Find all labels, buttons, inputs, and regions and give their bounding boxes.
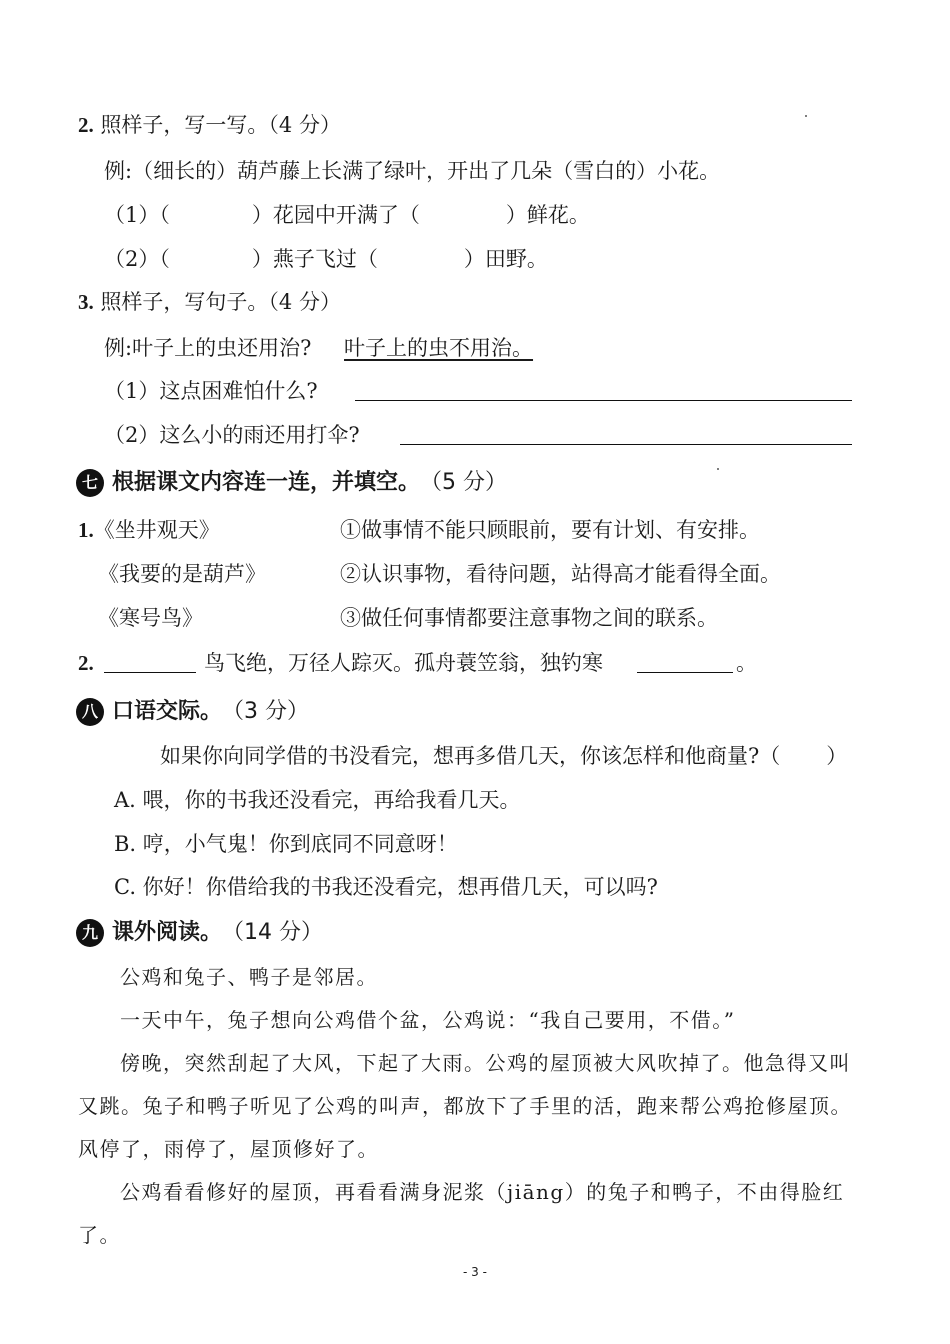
q2-item-2 xyxy=(104,244,548,274)
q2-heading xyxy=(78,110,341,140)
section-badge: 八 xyxy=(76,698,104,726)
oral-question-text: 如果你向同学借的书没看完，想再多借几天，你该怎样和他商量?（ xyxy=(160,744,781,768)
match-left-text: 《坐井观天》 xyxy=(93,518,220,542)
scan-speck xyxy=(805,115,807,117)
q3-number: 3. xyxy=(78,290,94,314)
scan-speck xyxy=(717,468,719,470)
section-8-title: 口语交际。 xyxy=(112,699,223,724)
match-right-1[interactable]: ①做事情不能只顾眼前，要有计划、有安排。 xyxy=(340,518,760,542)
section-7-score: （5 分） xyxy=(420,470,508,495)
q3-title: 照样子，写句子。（4 分） xyxy=(100,290,341,314)
section-8-score: （3 分） xyxy=(222,699,310,724)
q3-item-2: （2）这么小的雨还用打伞? xyxy=(104,423,360,447)
option-a[interactable]: A. 喂，你的书我还没看完，再给我看几天。 xyxy=(114,788,521,812)
q2-item-1 xyxy=(104,200,590,230)
section-badge: 九 xyxy=(76,919,104,947)
option-c[interactable]: C. 你好！你借给我的书我还没看完，想再借几天，可以吗? xyxy=(114,875,658,899)
q2-item-2-part-c: ）田野。 xyxy=(463,247,548,271)
section-9-heading xyxy=(76,918,323,948)
section-badge: 七 xyxy=(76,469,104,497)
q3-example-answer: 叶子上的虫不用治。 xyxy=(344,336,534,360)
q3-item-1: （1）这点困难怕什么? xyxy=(104,379,318,403)
q2-item-1-part-b: ）花园中开满了（ xyxy=(251,203,420,227)
poem-end: 。 xyxy=(736,651,757,675)
match-left-1[interactable] xyxy=(78,515,220,545)
section-9-title: 课外阅读。 xyxy=(112,920,223,945)
q2-item-2-part-a: （2）（ xyxy=(104,247,170,271)
match-left-2[interactable]: 《我要的是葫芦》 xyxy=(98,562,266,586)
section-8-heading xyxy=(76,697,309,727)
match-right-3[interactable]: ③做任何事情都要注意事物之间的联系。 xyxy=(340,606,718,630)
reading-paragraph: 公鸡和兔子、鸭子是邻居。 xyxy=(120,965,378,989)
q2-number: 2. xyxy=(78,651,94,675)
q2-item-1-part-a: （1）（ xyxy=(104,203,170,227)
q3-example-question: 例:叶子上的虫还用治? xyxy=(104,336,312,360)
section-7-title: 根据课文内容连一连，并填空。 xyxy=(112,470,421,495)
oral-question xyxy=(160,741,847,771)
q2-item-2-part-b: ）燕子飞过（ xyxy=(251,247,378,271)
q3-heading xyxy=(78,287,341,317)
answer-line[interactable] xyxy=(400,444,852,445)
answer-line[interactable] xyxy=(355,400,852,401)
q2-number: 2. xyxy=(78,113,94,137)
poem-fill-question xyxy=(78,648,94,678)
q3-example xyxy=(104,333,533,363)
reading-paragraph: 公鸡看看修好的屋顶，再看看满身泥浆（jiāng）的兔子和鸭子，不由得脸红了。 xyxy=(78,1180,845,1247)
match-right-2[interactable]: ②认识事物，看待问题，站得高才能看得全面。 xyxy=(340,562,781,586)
option-b[interactable]: B. 哼，小气鬼！你到底同不同意呀！ xyxy=(114,832,458,856)
reading-paragraph: 一天中午，兔子想向公鸡借个盆，公鸡说：“我自己要用，不借。” xyxy=(120,1008,736,1032)
q2-example: 例:（细长的）葫芦藤上长满了绿叶，开出了几朵（雪白的）小花。 xyxy=(104,159,721,183)
match-left-3[interactable]: 《寒号鸟》 xyxy=(98,606,203,630)
oral-question-end: ） xyxy=(826,744,848,768)
section-9-score: （14 分） xyxy=(222,920,324,945)
q1-number: 1. xyxy=(78,518,94,542)
poem-text: 鸟飞绝，万径人踪灭。孤舟蓑笠翁，独钓寒 xyxy=(204,651,603,675)
answer-line[interactable] xyxy=(104,672,196,673)
q2-title: 照样子，写一写。（4 分） xyxy=(100,113,341,137)
section-7-heading xyxy=(76,468,507,498)
page-number: - 3 - xyxy=(463,1265,487,1279)
q2-item-1-part-c: ）鲜花。 xyxy=(505,203,590,227)
answer-line[interactable] xyxy=(637,672,733,673)
reading-paragraph: 傍晚，突然刮起了大风，下起了大雨。公鸡的屋顶被大风吹掉了。他急得又叫又跳。兔子和鸭子听见了公鸡的叫声，都放下了手里的活，跑来帮公鸡抢修屋顶。风停了，雨停了，屋顶修好了。 xyxy=(78,1051,852,1161)
